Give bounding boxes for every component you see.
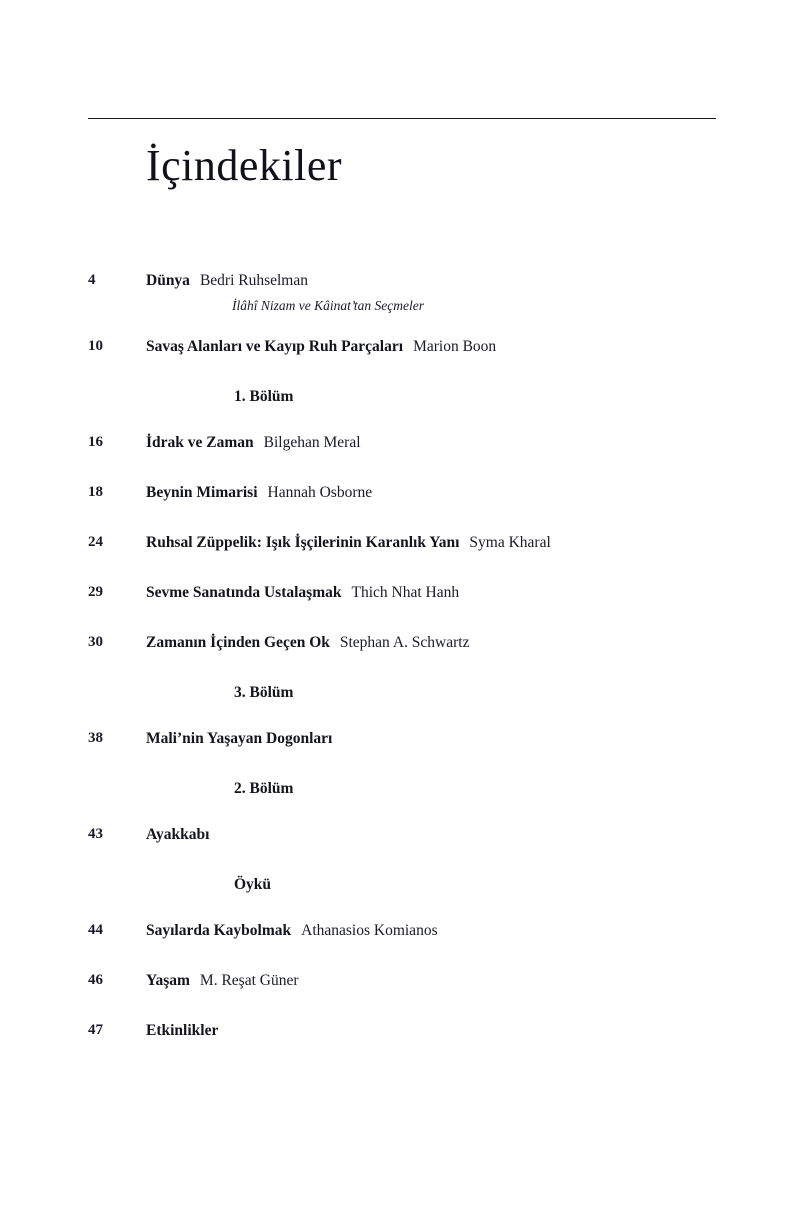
toc-entry-page-number: 38 <box>88 730 103 746</box>
toc-entry[interactable] <box>88 534 728 560</box>
toc-entry[interactable] <box>88 972 728 998</box>
toc-entry-title: Ruhsal Züppelik: Işık İşçilerinin Karanlık Yanı <box>146 534 460 551</box>
toc-entry-title: Mali’nin Yaşayan Dogonları <box>146 730 333 747</box>
toc-entry-page-number: 10 <box>88 338 103 354</box>
toc-entry-author: Marion Boon <box>413 338 497 355</box>
toc-entry-title: Ayakkabı <box>146 826 210 843</box>
toc-entry-title: Sevme Sanatında Ustalaşmak <box>146 584 342 601</box>
header-rule <box>88 118 716 119</box>
toc-entry-author: Stephan A. Schwartz <box>339 634 470 651</box>
toc-entry-body <box>146 972 728 990</box>
toc-entry[interactable] <box>88 434 728 460</box>
toc-entry-author: Bilgehan Meral <box>263 434 361 451</box>
toc-entry-subtitle: İlâhî Nizam ve Kâinat’tan Seçmeler <box>232 298 424 313</box>
toc-entry-page-number: 43 <box>88 826 103 842</box>
toc-entry[interactable] <box>88 338 728 364</box>
toc-section-heading <box>88 684 728 706</box>
toc-entry-body <box>146 484 728 502</box>
toc-entry-body <box>146 272 728 314</box>
toc-entry-author: Thich Nhat Hanh <box>351 584 460 601</box>
toc-entry-body <box>146 1022 728 1040</box>
toc-section-label: 1. Bölüm <box>234 388 294 405</box>
toc-entry-title: Zamanın İçinden Geçen Ok <box>146 634 330 651</box>
toc-entry[interactable] <box>88 272 728 314</box>
toc-section-label: 2. Bölüm <box>234 780 294 797</box>
toc-entry[interactable] <box>88 634 728 660</box>
toc-entry-page-number: 46 <box>88 972 103 988</box>
toc-entry-title: Sayılarda Kaybolmak <box>146 922 292 939</box>
toc-entry-body <box>146 634 728 652</box>
toc-entry-body <box>146 730 728 748</box>
toc-entry[interactable] <box>88 730 728 756</box>
toc-entry-author: M. Reşat Güner <box>199 972 299 989</box>
toc-section-label: 3. Bölüm <box>234 684 294 701</box>
toc-entry[interactable] <box>88 584 728 610</box>
toc-entry-title: Beynin Mimarisi <box>146 484 258 501</box>
toc-entry-body <box>146 826 728 844</box>
toc-entry-page-number: 47 <box>88 1022 103 1038</box>
toc-entry-page-number: 16 <box>88 434 103 450</box>
page-title: İçindekiler <box>146 141 343 190</box>
toc-entry-body <box>146 338 728 356</box>
toc-entry-author: Athanasios Komianos <box>301 922 438 939</box>
toc-entry-body <box>146 434 728 452</box>
toc-entry-body <box>146 584 728 602</box>
toc-entry[interactable] <box>88 1022 728 1048</box>
toc-entry-author: Syma Kharal <box>469 534 551 551</box>
toc-entry-author: Bedri Ruhselman <box>199 272 308 289</box>
toc-entry[interactable] <box>88 826 728 852</box>
toc-entry-title: Dünya <box>146 272 190 289</box>
toc-entry-page-number: 44 <box>88 922 103 938</box>
toc-entry[interactable] <box>88 922 728 948</box>
toc-entry-page-number: 24 <box>88 534 103 550</box>
toc-entry-title: Savaş Alanları ve Kayıp Ruh Parçaları <box>146 338 404 355</box>
toc-entry-page-number: 29 <box>88 584 103 600</box>
toc-section-heading <box>88 388 728 410</box>
toc-entry-body <box>146 922 728 940</box>
toc-entry[interactable] <box>88 484 728 510</box>
toc-entry-title: Yaşam <box>146 972 190 989</box>
table-of-contents <box>88 272 728 1072</box>
toc-section-heading <box>88 780 728 802</box>
toc-entry-title: Etkinlikler <box>146 1022 219 1039</box>
toc-entry-page-number: 4 <box>88 272 96 288</box>
toc-section-heading <box>88 876 728 898</box>
toc-entry-page-number: 30 <box>88 634 103 650</box>
toc-entry-title: İdrak ve Zaman <box>146 434 254 451</box>
toc-entry-body <box>146 534 728 552</box>
toc-entry-author: Hannah Osborne <box>267 484 373 501</box>
toc-section-label: Öykü <box>234 876 272 893</box>
toc-entry-page-number: 18 <box>88 484 103 500</box>
